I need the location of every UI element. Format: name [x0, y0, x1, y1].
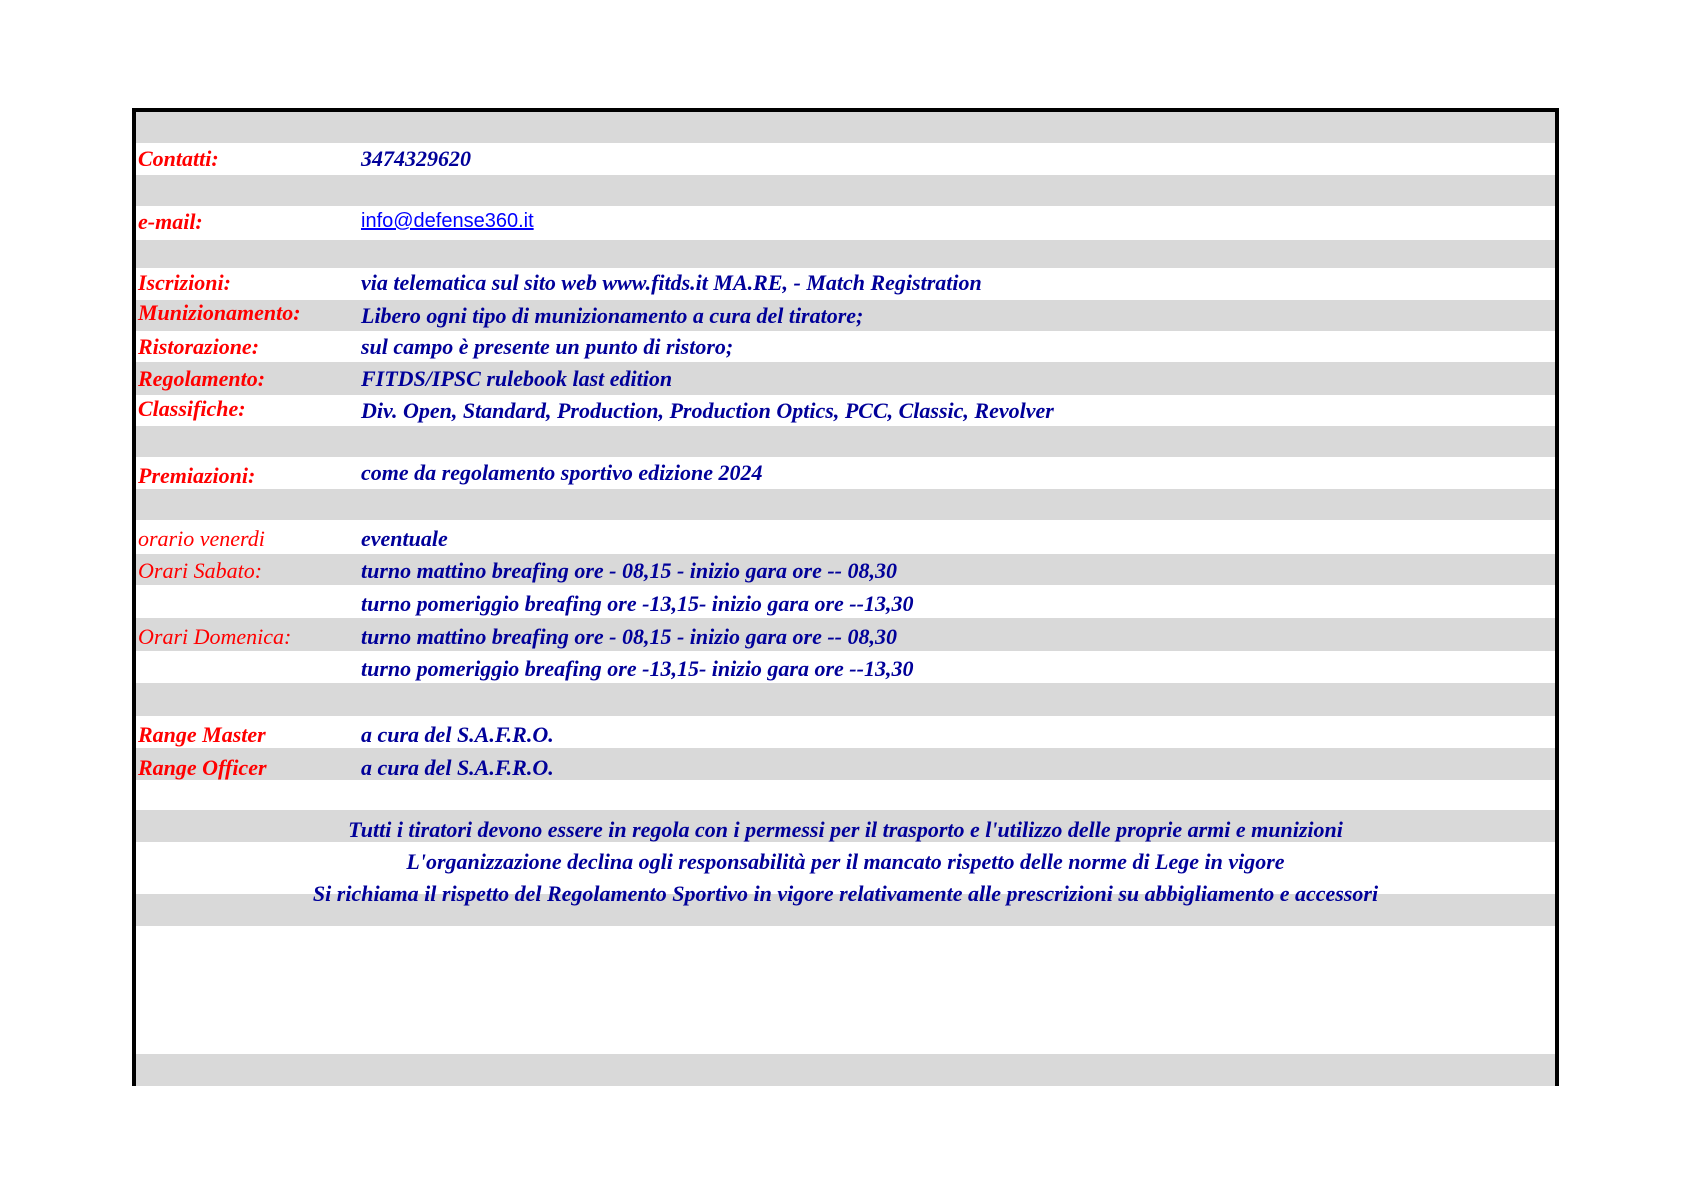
value-range-master: a cura del S.A.F.R.O. — [361, 722, 554, 747]
value-domenica-pomeriggio: turno pomeriggio breafing ore -13,15- inizio gara ore --13,30 — [361, 656, 914, 681]
band — [136, 489, 1555, 520]
label-range-officer: Range Officer — [138, 755, 267, 780]
label-email: e-mail: — [138, 209, 203, 234]
value-iscrizioni: via telematica sul sito web www.fitds.it MA.RE, - Match Registration — [361, 270, 982, 295]
value-orario-venerdi: eventuale — [361, 526, 448, 551]
label-orario-venerdi: orario venerdi — [138, 526, 265, 551]
info-sheet — [132, 108, 1559, 1086]
band — [136, 240, 1555, 268]
label-munizionamento: Munizionamento: — [138, 300, 301, 325]
label-orari-domenica: Orari Domenica: — [138, 624, 292, 649]
band — [136, 175, 1555, 206]
label-iscrizioni: Iscrizioni: — [138, 270, 231, 295]
note-permessi: Tutti i tiratori devono essere in regola con i permessi per il trasporto e l'utilizzo delle proprie armi e munizioni — [348, 817, 1343, 842]
note-responsabilita: L'organizzazione declina ogli responsabilità per il mancato rispetto delle norme di Lege in vigore — [406, 849, 1285, 874]
band — [136, 748, 1555, 780]
label-range-master: Range Master — [138, 722, 266, 747]
value-regolamento: FITDS/IPSC rulebook last edition — [361, 366, 673, 391]
label-premiazioni: Premiazioni: — [138, 463, 256, 488]
band — [136, 1054, 1555, 1086]
email-link[interactable]: info@defense360.it — [361, 210, 534, 232]
value-ristorazione: sul campo è presente un punto di ristoro; — [361, 334, 734, 359]
band — [136, 683, 1555, 716]
value-premiazioni: come da regolamento sportivo edizione 2024 — [361, 460, 763, 485]
value-sabato-pomeriggio: turno pomeriggio breafing ore -13,15- inizio gara ore --13,30 — [361, 591, 914, 616]
value-classifiche: Div. Open, Standard, Production, Production Optics, PCC, Classic, Revolver — [361, 398, 1054, 423]
phone-number: 3474329620 — [361, 146, 471, 171]
label-orari-sabato: Orari Sabato: — [138, 558, 263, 583]
label-classifiche: Classifiche: — [138, 396, 246, 421]
value-domenica-mattino: turno mattino breafing ore - 08,15 - inizio gara ore -- 08,30 — [361, 624, 897, 649]
band — [136, 426, 1555, 457]
value-munizionamento: Libero ogni tipo di munizionamento a cura del tiratore; — [361, 303, 864, 328]
value-range-officer: a cura del S.A.F.R.O. — [361, 755, 554, 780]
label-contatti: Contatti: — [138, 146, 219, 171]
value-sabato-mattino: turno mattino breafing ore - 08,15 - inizio gara ore -- 08,30 — [361, 558, 897, 583]
label-ristorazione: Ristorazione: — [138, 334, 260, 359]
note-regolamento: Si richiama il rispetto del Regolamento Sportivo in vigore relativamente alle prescrizioni su abbigliamento e accessori — [312, 881, 1379, 906]
band — [136, 362, 1555, 395]
band — [136, 112, 1555, 143]
label-regolamento: Regolamento: — [138, 366, 266, 391]
